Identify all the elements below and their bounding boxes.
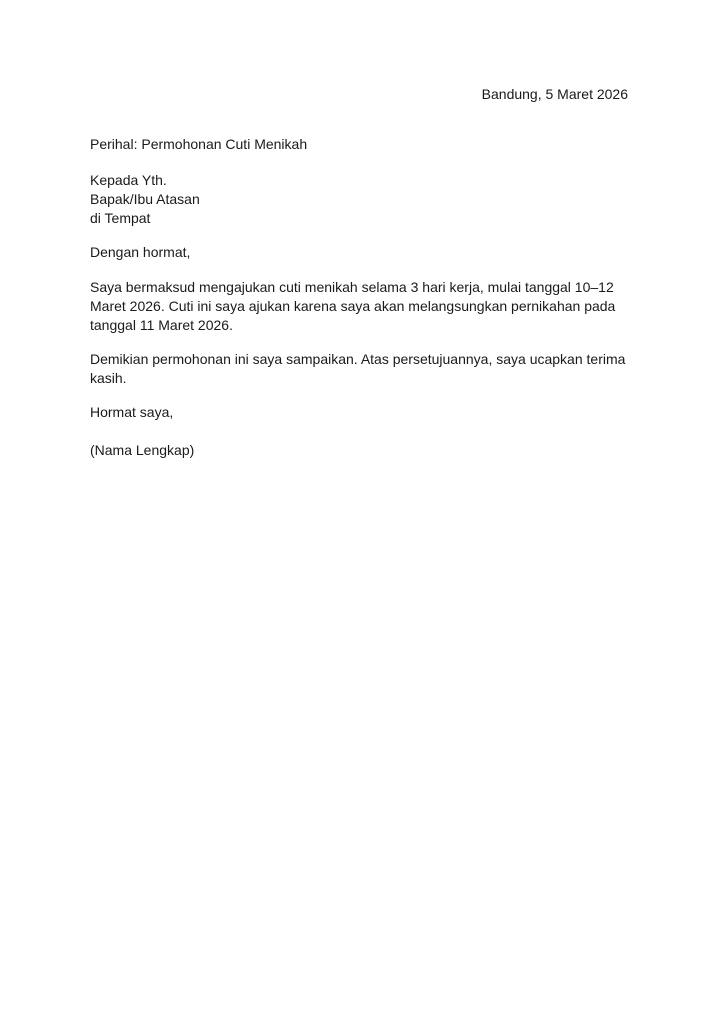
letter-recipient-block (90, 171, 628, 228)
recipient-line-atasan: Bapak/Ibu Atasan (90, 191, 200, 207)
letter-closing: Hormat saya, (90, 404, 174, 420)
letter-subject: Perihal: Permohonan Cuti Menikah (90, 136, 308, 152)
letter-salutation: Dengan hormat, (90, 244, 191, 260)
letter-body-paragraph-1: Saya bermaksud mengajukan cuti menikah selama 3 hari kerja, mulai tanggal 10–12 Maret 2026. Cuti ini saya ajukan karena saya akan melangsungkan pernikahan pada tanggal 11 Maret 2026. (90, 279, 616, 333)
recipient-line-tempat: di Tempat (90, 210, 151, 226)
letter-date: Bandung, 5 Maret 2026 (481, 86, 628, 102)
letter-signature-name: (Nama Lengkap) (90, 442, 195, 458)
letter-body-paragraph-2: Demikian permohonan ini saya sampaikan. Atas persetujuannya, saya ucapkan terima kasih. (90, 351, 626, 386)
recipient-line-kepada: Kepada Yth. (90, 172, 167, 188)
